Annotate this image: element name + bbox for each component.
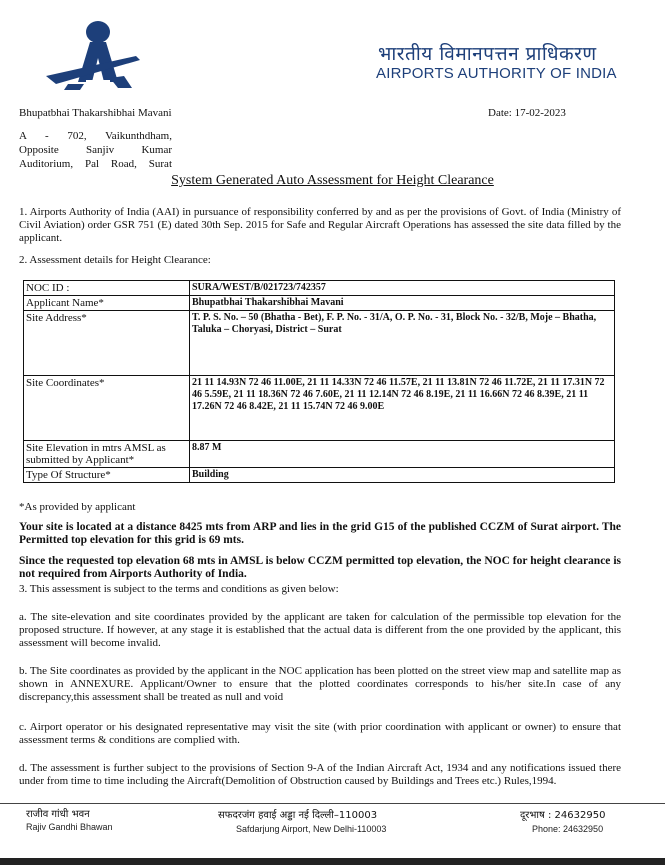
site-coordinates-label: Site Coordinates* [24,376,190,441]
structure-type-label: Type Of Structure* [24,468,190,483]
addressee-address [19,129,172,171]
addressee-name: Bhupatbhai Thakarshibhai Mavani [19,107,172,119]
noc-id-value: SURA/WEST/B/021723/742357 [190,281,615,296]
noc-id-label: NOC ID : [24,281,190,296]
footer-left-hindi: राजीव गांधी भवन [26,809,90,820]
footer-left-english: Rajiv Gandhi Bhawan [26,822,113,832]
condition-a: a. The site-elevation and site coordinates provided by the applicant are taken for calculation of the permissible top elevation for the proposed structure. If however, at any stage it is established that the actual data is different from the one provided by the applicant, this assessment will become invalid. [19,611,621,649]
applicant-name-value: Bhupatbhai Thakarshibhai Mavani [190,296,615,311]
footer-center-english: Safdarjung Airport, New Delhi-110003 [236,824,387,834]
site-coordinates-value: 21 11 14.93N 72 46 11.00E, 21 11 14.33N 72 46 11.57E, 21 11 13.81N 72 46 11.72E, 21 11 17.31N 72 46 5.59E, 21 11 18.36N 72 46 7.60E, 21 11 12.14N 72 46 8.19E, 21 11 16.66N 72 46 8.39E, 21 11 17.26N 72 46 8.42E, 21 11 15.74N 72 46 9.00E [190,376,615,441]
document-title-text: System Generated Auto Assessment for Height Clearance [171,173,494,188]
table-row [24,296,615,311]
site-address-label: Site Address* [24,311,190,376]
table-row [24,441,615,468]
footer-right-english: Phone: 24632950 [532,824,604,834]
paragraph-1: 1. Airports Authority of India (AAI) in pursuance of responsibility conferred by and as per the provisions of Govt. of India (Ministry of Civil Aviation) order GSR 751 (E) dated 30th Sep. 2015 for Safe and Regular Aircraft Operations has assessed the site data filled by the applicant. [19,206,621,244]
aai-logo-icon [40,14,148,90]
document-title [0,173,665,189]
applicant-name-label: Applicant Name* [24,296,190,311]
table-row [24,468,615,483]
footer-center-hindi: सफदरजंग हवाई अड्डा नई दिल्ली–110003 [218,810,378,821]
noc-statement: Since the requested top elevation 68 mts in AMSL is below CCZM permitted top elevation, the NOC for height clearance is not required from Airports Authority of India. [19,555,621,580]
condition-d: d. The assessment is further subject to the provisions of Section 9-A of the Indian Aircraft Act, 1934 and any notifications issued there under from time to time including the Aircraft(Demolition of Obstruction caused by Buildings and Trees etc.) Rules,1994. [19,762,621,787]
letter-date: Date: 17-02-2023 [488,107,566,119]
org-name-hindi: भारतीय विमानपत्तन प्राधिकरण [378,43,597,65]
assessment-details-table [23,280,615,483]
address-line: A - 702, Vaikunthdham, [19,130,172,142]
footer-right-hindi: दूरभाष : 24632950 [520,810,606,821]
paragraph-3: 3. This assessment is subject to the terms and conditions as given below: [19,583,339,595]
condition-c: c. Airport operator or his designated representative may visit the site (with prior coordination with applicant or owner) to ensure that assessment terms & conditions are complied with. [19,721,621,746]
applicant-note: *As provided by applicant [19,501,136,513]
org-name-english: AIRPORTS AUTHORITY OF INDIA [376,65,617,82]
table-row [24,376,615,441]
table-row [24,281,615,296]
address-line: Auditorium, Pal Road, Surat [19,158,172,170]
site-elevation-value: 8.87 M [190,441,615,468]
bottom-edge-bar [0,858,665,865]
location-statement: Your site is located at a distance 8425 mts from ARP and lies in the grid G15 of the published CCZM of Surat airport. The Permitted top elevation for this grid is 69 mts. [19,521,621,546]
site-elevation-label: Site Elevation in mtrs AMSL as submitted by Applicant* [24,441,190,468]
site-address-value: T. P. S. No. – 50 (Bhatha - Bet), F. P. No. - 31/A, O. P. No. - 31, Block No. - 32/B, Moje – Bhatha, Taluka – Choryasi, District – Surat [190,311,615,376]
aai-logo [40,14,148,90]
structure-type-value: Building [190,468,615,483]
table-row [24,311,615,376]
condition-b: b. The Site coordinates as provided by the applicant in the NOC application has been plotted on the street view map and satellite map as shown in ANNEXURE. Applicant/Owner to ensure that the plotted coordinates corresponds to his/her site.In case of any discrepancy,this assessment shall be treated as null and void [19,665,621,703]
paragraph-2: 2. Assessment details for Height Clearance: [19,254,211,266]
footer-divider [0,803,665,804]
address-line: Opposite Sanjiv Kumar [19,144,172,156]
